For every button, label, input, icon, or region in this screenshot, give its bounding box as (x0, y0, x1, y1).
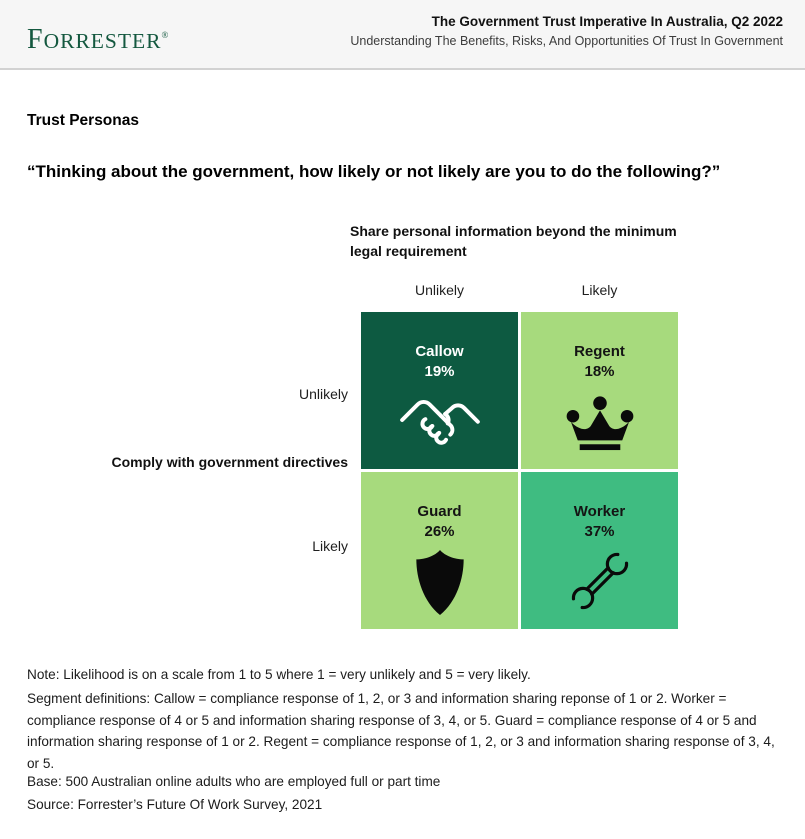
quadrant-guard (361, 472, 518, 629)
survey-question: “Thinking about the government, how likely or not likely are you to do the following?” (27, 162, 721, 181)
header-titles (350, 13, 783, 50)
wrench-icon (560, 541, 640, 626)
trust-persona-matrix (361, 312, 678, 629)
footnote-base: Base: 500 Australian online adults who are employed full or part time (27, 774, 441, 789)
quadrant-worker (521, 472, 678, 629)
handshake-icon (397, 388, 483, 457)
logo-first-letter: F (27, 24, 44, 55)
forrester-logo (27, 23, 168, 53)
quadrant-value: 26% (424, 523, 455, 540)
y-category-likely: Likely (312, 538, 348, 554)
footnote-note: Note: Likelihood is on a scale from 1 to 5 where 1 = very unlikely and 5 = very likely. (27, 667, 531, 682)
quadrant-value: 18% (584, 363, 615, 380)
quadrant-value: 19% (424, 363, 455, 380)
report-header (0, 0, 805, 70)
section-title: Trust Personas (27, 112, 139, 129)
quadrant-regent (521, 312, 678, 469)
x-category-unlikely: Unlikely (414, 282, 464, 298)
shield-icon (412, 548, 468, 622)
quadrant-name: Regent (574, 343, 625, 360)
footnote-source: Source: Forrester’s Future Of Work Survey, 2021 (27, 797, 323, 812)
quadrant-name: Callow (415, 343, 464, 360)
x-category-likely: Likely (581, 282, 618, 298)
report-title: The Government Trust Imperative In Australia, Q2 2022 (431, 14, 783, 29)
crown-icon (563, 394, 637, 457)
registered-mark: ® (161, 30, 169, 40)
footnote-segment-definitions: Segment definitions: Callow = compliance response of 1, 2, or 3 and information sharing reponse of 1 or 2. Worker = compliance response of 4 or 5 and information sharing response of 3, 4, or 5. Guard = compliance response of 4 or 5 and information sharing response of 1 or 2. Regent = compliance response of 1, 2, or 3 and information sharing response of 3, 4, or 5. (27, 691, 775, 771)
report-subtitle: Understanding The Benefits, Risks, And Opportunities Of Trust In Government (350, 34, 783, 48)
x-axis-title: Share personal information beyond the minimum legal requirement (350, 223, 677, 259)
quadrant-value: 37% (584, 523, 615, 540)
y-axis-title: Comply with government directives (111, 454, 348, 470)
logo-rest: ORRESTER (43, 29, 162, 53)
y-category-unlikely: Unlikely (298, 386, 348, 402)
quadrant-callow (361, 312, 518, 469)
quadrant-name: Guard (417, 503, 462, 520)
quadrant-name: Worker (573, 503, 626, 520)
